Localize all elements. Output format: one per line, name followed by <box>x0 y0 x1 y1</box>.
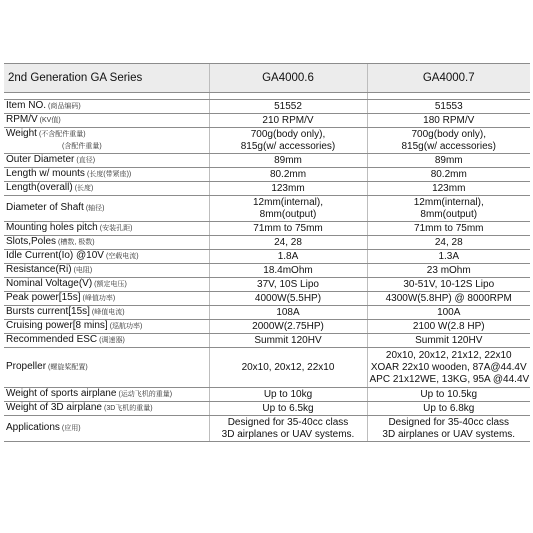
label-en: RPM/V <box>6 114 38 125</box>
model-header-2: GA4000.7 <box>367 64 530 93</box>
table-row <box>4 402 530 416</box>
value-line: 8mm(output) <box>420 208 478 220</box>
value-cell-model-2 <box>367 250 530 264</box>
row-label <box>4 168 209 182</box>
value-line: 51553 <box>434 100 463 112</box>
value-cell-model-1 <box>209 388 367 402</box>
table-row <box>4 250 530 264</box>
label-cn: (额定电压) <box>94 281 127 288</box>
table-row <box>4 416 530 442</box>
value-cell-model-1 <box>209 416 367 442</box>
value-line: 71mm to 75mm <box>414 222 484 234</box>
value-line: 700g(body only), <box>250 128 326 140</box>
value-cell-model-1 <box>209 222 367 236</box>
row-label <box>4 388 209 402</box>
label-en: Resistance(Ri) <box>6 264 72 275</box>
table-row <box>4 114 530 128</box>
value-cell-model-1 <box>209 402 367 416</box>
row-label <box>4 334 209 348</box>
table-row <box>4 182 530 196</box>
value-line: Up to 6.5kg <box>262 402 314 414</box>
value-line: 1.8A <box>277 250 299 262</box>
table-row <box>4 128 530 154</box>
value-cell-model-2 <box>367 114 530 128</box>
label-cn-sub: (含配件重量) <box>62 143 102 150</box>
value-cell-model-1 <box>209 100 367 114</box>
value-line: 12mm(internal), <box>413 196 484 208</box>
value-line: Designed for 35-40cc class <box>227 416 349 428</box>
row-label <box>4 306 209 320</box>
label-en: Length(overall) <box>6 182 73 193</box>
value-line: 210 RPM/V <box>262 114 314 126</box>
label-cn: (3D飞机的重量) <box>103 405 153 412</box>
label-en: Recommended ESC <box>6 334 98 345</box>
table-row <box>4 100 530 114</box>
series-label: 2nd Generation GA Series <box>4 64 209 93</box>
value-line: 71mm to 75mm <box>253 222 323 234</box>
value-line: 700g(body only), <box>411 128 486 140</box>
value-line: 30-51V, 10-12S Lipo <box>403 278 495 290</box>
value-line: 180 RPM/V <box>423 114 475 126</box>
value-line: Up to 10kg <box>263 388 313 400</box>
value-line: 3D airplanes or UAV systems. <box>221 428 355 440</box>
row-label <box>4 196 209 222</box>
value-cell-model-2 <box>367 236 530 250</box>
value-cell-model-1 <box>209 348 367 388</box>
value-line: Summit 120HV <box>254 334 322 346</box>
value-cell-model-2 <box>367 348 530 388</box>
label-en: Nominal Voltage(V) <box>6 278 93 289</box>
label-en: Weight <box>6 128 37 139</box>
table-row <box>4 196 530 222</box>
value-cell-model-2 <box>367 196 530 222</box>
label-cn: (螺旋桨配置) <box>48 364 88 371</box>
header-gap <box>4 93 530 100</box>
row-label <box>4 264 209 278</box>
value-line: 100A <box>437 306 461 318</box>
value-cell-model-1 <box>209 236 367 250</box>
label-cn: (长度) <box>74 185 94 192</box>
value-cell-model-2 <box>367 334 530 348</box>
row-label <box>4 114 209 128</box>
label-cn: (运动飞机的重量) <box>118 391 173 398</box>
row-label <box>4 236 209 250</box>
label-en: Mounting holes pitch <box>6 222 98 233</box>
value-cell-model-2 <box>367 264 530 278</box>
label-en: Cruising power[8 mins] <box>6 320 108 331</box>
value-cell-model-1 <box>209 114 367 128</box>
label-en: Weight of 3D airplane <box>6 402 102 413</box>
value-line: 108A <box>276 306 300 318</box>
spec-sheet <box>0 63 533 481</box>
value-line: 123mm <box>432 182 466 194</box>
label-cn: (直径) <box>76 157 96 164</box>
value-cell-model-1 <box>209 264 367 278</box>
label-en: Item NO. <box>6 100 47 111</box>
value-line: 23 mOhm <box>426 264 471 276</box>
label-en: Bursts current[15s] <box>6 306 90 317</box>
row-label <box>4 278 209 292</box>
value-cell-model-2 <box>367 278 530 292</box>
value-line: 815g(w/ accessories) <box>401 140 496 152</box>
label-cn: (槽数, 极数) <box>58 239 95 246</box>
value-line: 8mm(output) <box>259 208 317 220</box>
row-label <box>4 416 209 442</box>
table-row <box>4 334 530 348</box>
row-label <box>4 402 209 416</box>
table-row <box>4 306 530 320</box>
value-line: 37V, 10S Lipo <box>257 278 319 290</box>
value-line: 80.2mm <box>430 168 467 180</box>
label-cn: (不含配件重量) <box>38 131 86 138</box>
label-cn: (调速器) <box>99 337 125 344</box>
value-line: XOAR 22x10 wooden, 87A@44.4V <box>370 361 527 373</box>
label-en: Length w/ mounts <box>6 168 85 179</box>
value-line: 12mm(internal), <box>252 196 324 208</box>
table-row <box>4 388 530 402</box>
value-cell-model-2 <box>367 292 530 306</box>
table-row <box>4 278 530 292</box>
value-cell-model-2 <box>367 306 530 320</box>
value-cell-model-1 <box>209 168 367 182</box>
table-row <box>4 348 530 388</box>
label-en: Weight of sports airplane <box>6 388 117 399</box>
label-en: Diameter of Shaft <box>6 202 84 213</box>
row-label <box>4 250 209 264</box>
value-line: APC 21x12WE, 13KG, 95A @44.4V <box>369 373 530 385</box>
value-cell-model-1 <box>209 182 367 196</box>
row-label <box>4 348 209 388</box>
value-cell-model-2 <box>367 100 530 114</box>
value-line: 2100 W(2.8 HP) <box>412 320 485 332</box>
value-cell-model-1 <box>209 320 367 334</box>
label-en: Outer Diameter <box>6 154 75 165</box>
value-line: 20x10, 20x12, 21x12, 22x10 <box>385 349 512 361</box>
table-row <box>4 320 530 334</box>
value-line: Up to 6.8kg <box>423 402 475 414</box>
value-line: 2000W(2.75HP) <box>252 320 324 332</box>
row-label <box>4 292 209 306</box>
value-line: 815g(w/ accessories) <box>240 140 336 152</box>
table-row <box>4 154 530 168</box>
value-cell-model-1 <box>209 128 367 154</box>
row-label <box>4 222 209 236</box>
label-cn: (商品编码) <box>48 103 81 110</box>
label-en: Idle Current(Io) @10V <box>6 250 104 261</box>
table-row <box>4 236 530 250</box>
value-line: 4000W(5.5HP) <box>254 292 322 304</box>
label-en: Propeller <box>6 361 47 372</box>
value-line: Designed for 35-40cc class <box>388 416 510 428</box>
value-cell-model-2 <box>367 388 530 402</box>
value-line: 1.3A <box>438 250 460 262</box>
label-cn: (安装孔距) <box>99 225 133 232</box>
label-cn: (空载电流) <box>105 253 139 260</box>
value-line: 24, 28 <box>274 236 302 248</box>
label-cn: (峰值功率) <box>82 295 116 302</box>
table-row <box>4 292 530 306</box>
row-label <box>4 128 209 154</box>
value-cell-model-1 <box>209 292 367 306</box>
value-cell-model-2 <box>367 320 530 334</box>
model-header-1: GA4000.6 <box>209 64 367 93</box>
table-row <box>4 168 530 182</box>
label-cn: (电阻) <box>73 267 93 274</box>
value-line: 4300W(5.8HP) @ 8000RPM <box>385 292 512 304</box>
value-line: 80.2mm <box>269 168 307 180</box>
label-cn: (轴径) <box>85 205 105 212</box>
value-cell-model-2 <box>367 416 530 442</box>
table-row <box>4 222 530 236</box>
value-line: 20x10, 20x12, 22x10 <box>241 361 335 373</box>
value-cell-model-1 <box>209 278 367 292</box>
table-row <box>4 264 530 278</box>
value-line: 89mm <box>274 154 302 166</box>
label-en: Peak power[15s] <box>6 292 81 303</box>
label-cn: (峰值电流) <box>91 309 125 316</box>
label-cn: (应用) <box>61 425 81 432</box>
value-line: 3D airplanes or UAV systems. <box>382 428 516 440</box>
value-cell-model-1 <box>209 154 367 168</box>
row-label <box>4 154 209 168</box>
value-line: 51552 <box>274 100 302 112</box>
value-line: Up to 10.5kg <box>420 388 478 400</box>
value-line: 18.4mOhm <box>263 264 313 276</box>
value-line: 123mm <box>271 182 305 194</box>
row-label <box>4 320 209 334</box>
value-cell-model-2 <box>367 402 530 416</box>
label-cn: (巡航功率) <box>109 323 143 330</box>
value-cell-model-1 <box>209 306 367 320</box>
value-cell-model-2 <box>367 182 530 196</box>
value-cell-model-1 <box>209 250 367 264</box>
label-cn: (长度(带紧座)) <box>86 171 132 178</box>
table-header-row <box>4 64 530 93</box>
value-cell-model-2 <box>367 128 530 154</box>
label-en: Applications <box>6 422 60 433</box>
row-label <box>4 100 209 114</box>
label-en: Slots,Poles <box>6 236 57 247</box>
value-line: 24, 28 <box>434 236 463 248</box>
value-cell-model-1 <box>209 196 367 222</box>
value-line: 89mm <box>434 154 463 166</box>
value-cell-model-1 <box>209 334 367 348</box>
value-line: Summit 120HV <box>415 334 483 346</box>
label-cn: (KV值) <box>39 117 61 124</box>
value-cell-model-2 <box>367 168 530 182</box>
spec-table <box>4 63 530 442</box>
value-cell-model-2 <box>367 222 530 236</box>
row-label <box>4 182 209 196</box>
value-cell-model-2 <box>367 154 530 168</box>
